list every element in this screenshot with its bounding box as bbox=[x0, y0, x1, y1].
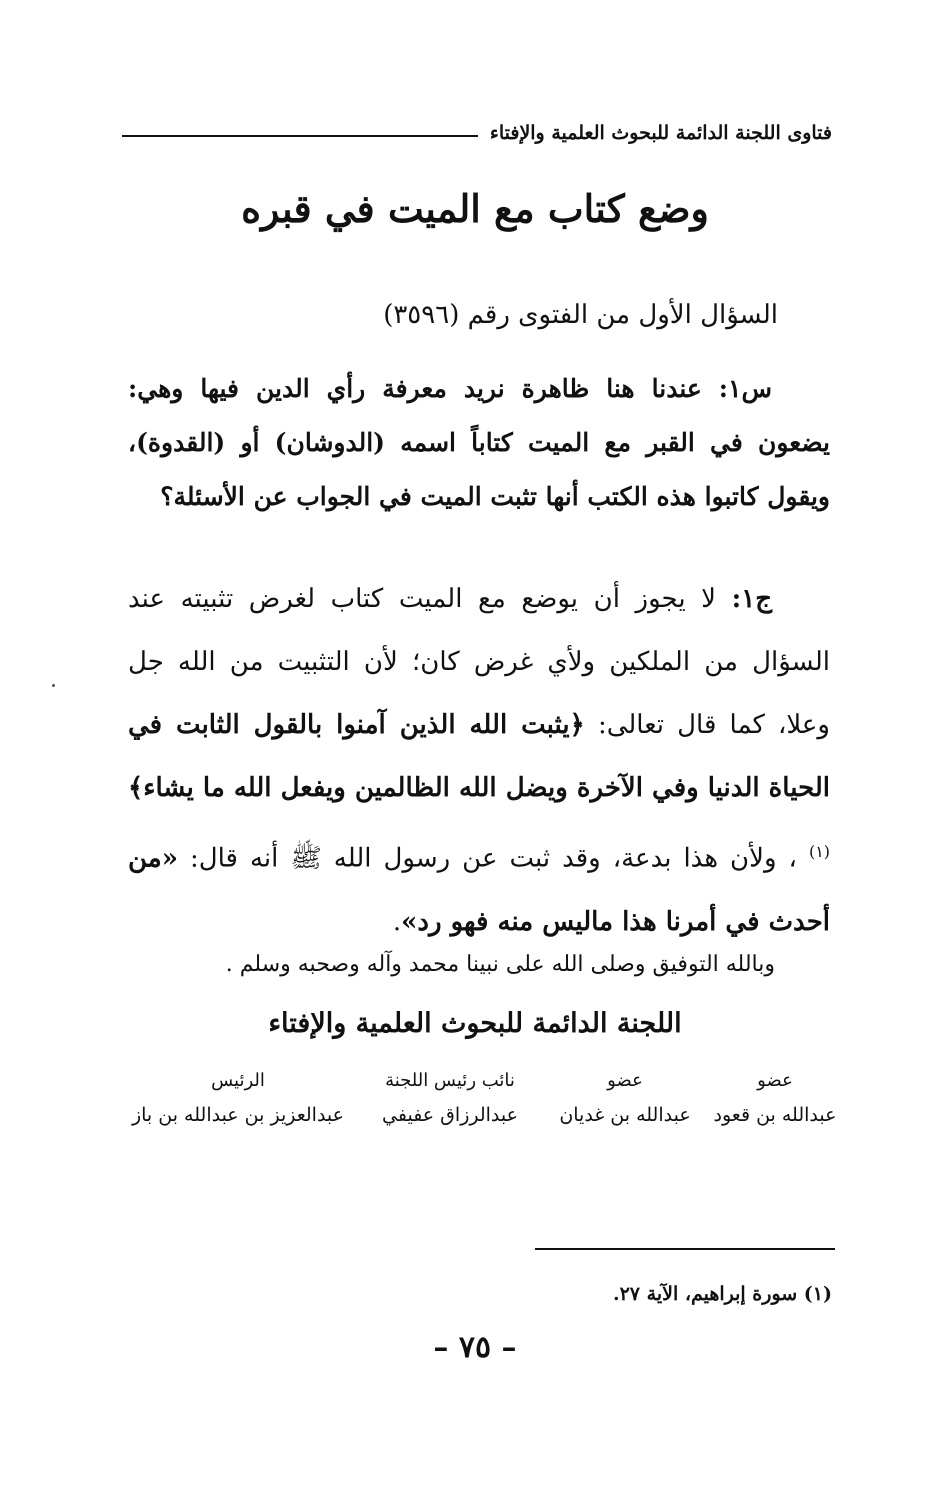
signatory-name: عبدالعزيز بن عبدالله بن باز bbox=[131, 1104, 345, 1126]
answer-text-after-quote: ، ولأن هذا بدعة، وقد ثبت عن رسول الله ﷺ أنه قال: bbox=[189, 843, 797, 874]
quran-quote: ﴿يثبت الله الذين آمنوا بالقول الثابت في الحياة الدنيا وفي الآخرة ويضل الله الظالمين ويفعل الله ما يشاء﴾ bbox=[128, 710, 830, 803]
footnote: (١) سورة إبراهيم، الآية ٢٧. bbox=[612, 1283, 832, 1305]
page-title: وضع كتاب مع الميت في قبره bbox=[241, 186, 709, 231]
answer-paragraph bbox=[128, 568, 830, 954]
signatory-role: عضو bbox=[607, 1070, 643, 1091]
signatory bbox=[545, 1070, 705, 1126]
answer-text-before-quote: لا يجوز أن يوضع مع الميت كتاب لغرض تثبيته عند السؤال من الملكين ولأي غرض كان؛ لأن التثبيت من الله جل وعلا، كما قال تعالى: bbox=[128, 584, 830, 740]
signatory bbox=[710, 1070, 840, 1126]
signatory-name: عبدالله بن غديان bbox=[559, 1104, 691, 1126]
footnote-marker: (١) bbox=[808, 842, 831, 861]
signatory bbox=[360, 1070, 540, 1126]
answer-prefix: ج١: bbox=[731, 584, 773, 614]
committee-name: اللجنة الدائمة للبحوث العلمية والإفتاء bbox=[268, 1008, 682, 1039]
signatory-name: عبدالرزاق عفيفي bbox=[382, 1104, 518, 1126]
signatory-name: عبدالله بن قعود bbox=[713, 1104, 837, 1126]
question-paragraph bbox=[128, 362, 830, 524]
closing-formula: وبالله التوفيق وصلى الله على نبينا محمد وآله وصحبه وسلم . bbox=[225, 952, 775, 977]
hadith-quote: «من أحدث في أمرنا هذا ماليس منه فهو رد» bbox=[128, 843, 830, 937]
fatwa-reference: السؤال الأول من الفتوى رقم (٣٥٩٦) bbox=[383, 300, 778, 330]
answer-end-punct: . bbox=[392, 906, 402, 937]
question-text: عندنا هنا ظاهرة نريد معرفة رأي الدين فيها وهي: يضعون في القبر مع الميت كتاباً اسمه (الدوشان) أو (القدوة)، ويقول كاتبوا هذه الكتب أنها تثبت الميت في الجواب عن الأسئلة؟ bbox=[128, 374, 830, 511]
margin-speck bbox=[52, 684, 55, 687]
signatory-role: الرئيس bbox=[211, 1070, 265, 1091]
footnote-rule bbox=[535, 1248, 835, 1250]
running-header-title: فتاوى اللجنة الدائمة للبحوث العلمية والإفتاء bbox=[489, 122, 832, 144]
running-header bbox=[122, 118, 832, 148]
page-number: – ٧٥ – bbox=[433, 1330, 517, 1365]
signatory-role: نائب رئيس اللجنة bbox=[385, 1070, 515, 1091]
question-prefix: س١: bbox=[718, 374, 772, 403]
signatory bbox=[118, 1070, 358, 1126]
signatory-role: عضو bbox=[757, 1070, 793, 1091]
header-rule bbox=[122, 135, 478, 137]
